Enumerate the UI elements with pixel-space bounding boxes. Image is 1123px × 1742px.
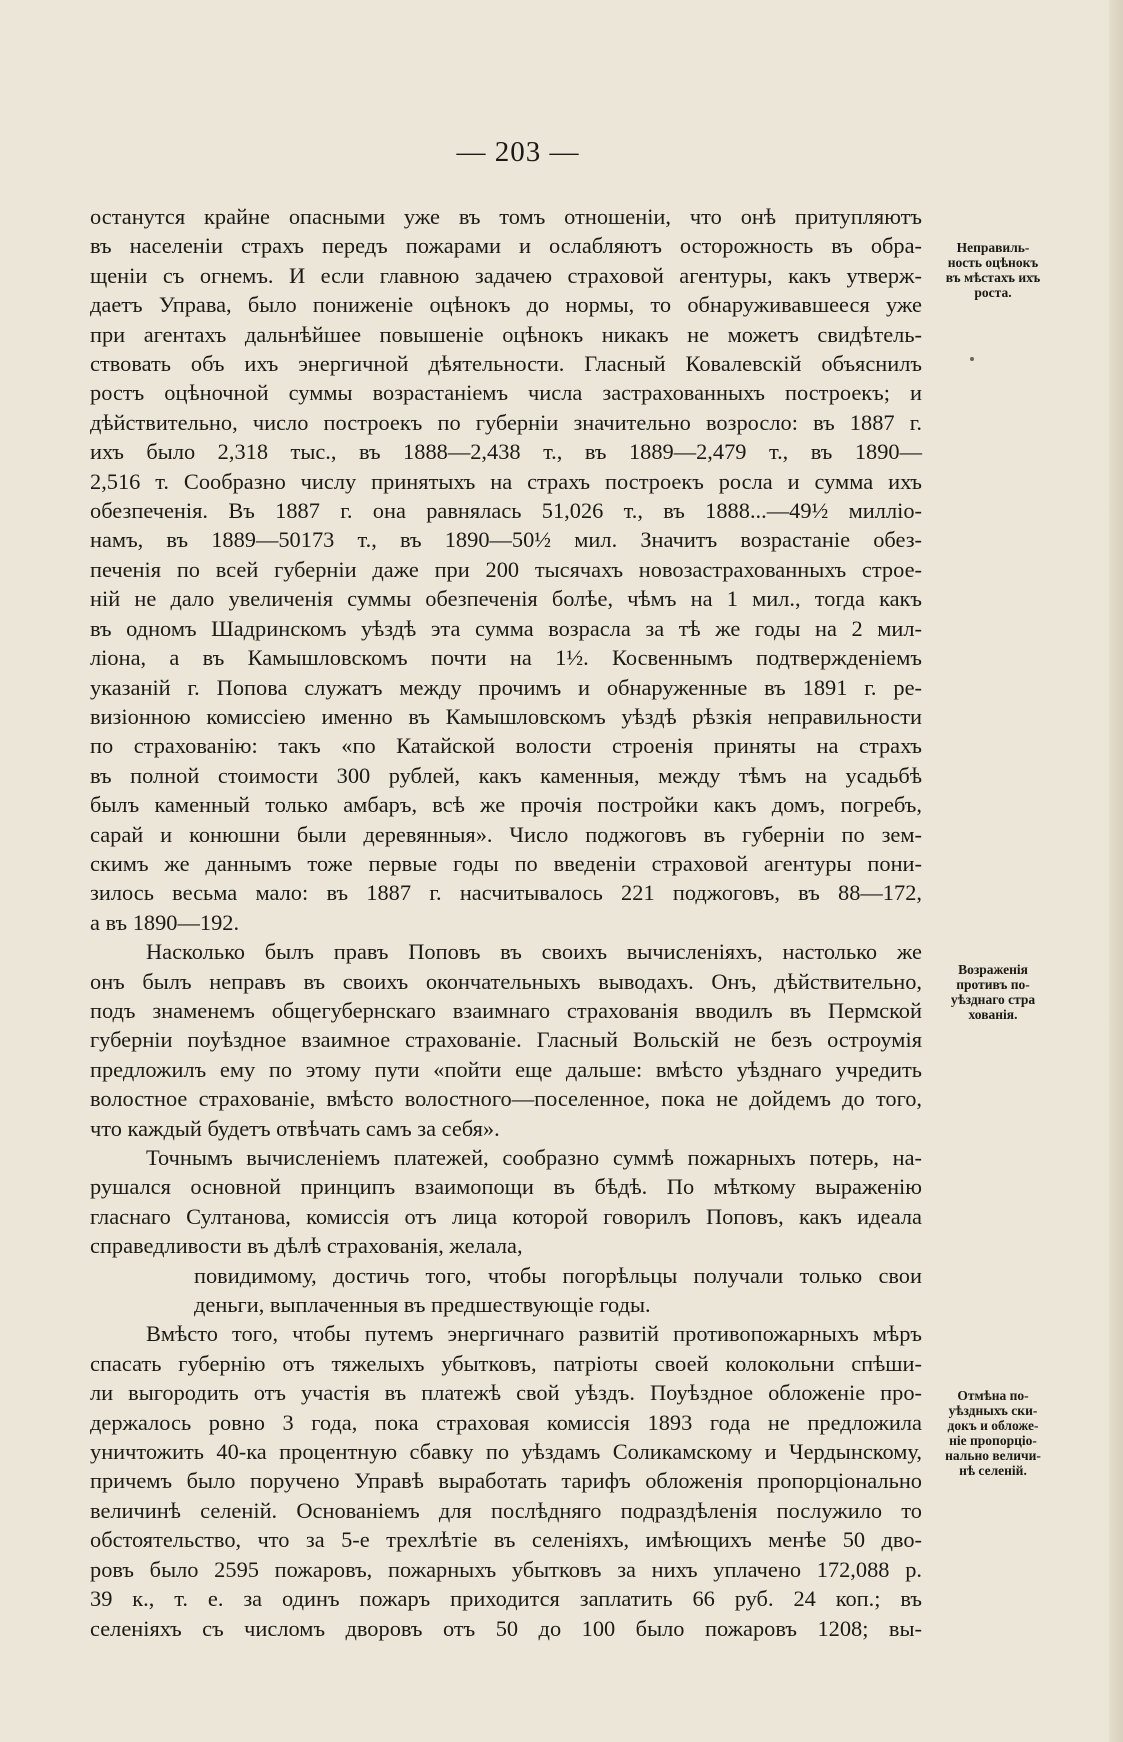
text-line: сарай и конюшни были деревянныя». Число поджоговъ въ губерніи по зем- (90, 821, 922, 847)
quote-line: повидимому, достичь того, чтобы погорѣльцы получали только свои (194, 1262, 922, 1288)
text-line: губерніи поуѣздное взаимное страхованіе. Гласный Вольскій не безъ остроумія (90, 1027, 922, 1053)
text-line: печенія по всей губерніи даже при 200 тысячахъ новозастрахованныхъ строе- (90, 556, 922, 582)
text-line: ліона, а въ Камышловскомъ почти на 1½. Косвеннымъ подтвержденіемъ (90, 645, 922, 671)
text-line: былъ каменный только амбаръ, всѣ же прочія постройки какъ домъ, погребъ, (90, 792, 922, 818)
margin-note-valuation: Неправиль- ность оцѣнокъ въ мѣстахъ ихъ роста. (945, 240, 1041, 300)
text-line: что каждый будетъ отвѣчать самъ за себя». (90, 1115, 500, 1141)
text-line: намъ, въ 1889—50173 т., въ 1890—50½ мил. Значитъ возрастаніе обез- (90, 527, 922, 553)
text-line: предложилъ ему по этому пути «пойти еще дальше: вмѣсто уѣзднаго учредить (90, 1056, 922, 1082)
text-line: рушался основной принципъ взаимопощи въ бѣдѣ. По мѣткому выраженію (90, 1174, 922, 1200)
text-line: даетъ Управа, было пониженіе оцѣнокъ до нормы, то обнаруживавшееся уже (90, 292, 922, 318)
text-line: 2,516 т. Сообразно числу принятыхъ на страхъ построекъ росла и сумма ихъ (90, 468, 922, 494)
text-line: подъ знаменемъ общегубернскаго взаимнаго страхованія вводилъ въ Пермской (90, 997, 922, 1023)
text-line: гласнаго Султанова, комиссія отъ лица которой говорилъ Поповъ, какъ идеала (90, 1203, 922, 1229)
text-line: зилось весьма мало: въ 1887 г. насчитывалось 221 поджоговъ, въ 88—172, (90, 880, 922, 906)
text-line: при агентахъ дальнѣйшее повышеніе оцѣнокъ никакъ не можетъ свидѣтель- (90, 321, 922, 347)
text-line: причемъ было поручено Управѣ выработать тарифъ обложенія пропорціонально (90, 1468, 922, 1494)
text-line: останутся крайне опасными уже въ томъ отношеніи, что онѣ притупляютъ (90, 204, 922, 229)
margin-note-abolition: Отмѣна по- уѣздныхъ ски- докъ и обложе- ніе пропорціо- нально величи- нѣ селеній. (945, 1388, 1041, 1478)
text-line: волостное страхованіе, вмѣсто волостного—поселенное, пока не дойдемъ до того, (90, 1086, 922, 1112)
margin-note-objections: Возраженія противъ по- уѣзднаго стра хованія. (950, 962, 1036, 1022)
text-line: 39 к., т. е. за одинъ пожаръ приходится заплатить 66 руб. 24 коп.; въ (90, 1586, 922, 1612)
text-line: ли выгородить отъ участія въ платежѣ свой уѣздъ. Поуѣздное обложеніе про- (90, 1380, 922, 1406)
text-line: величинѣ селеній. Основаніемъ для послѣдняго подраздѣленія послужило то (90, 1497, 922, 1523)
text-line: справедливости въ дѣлѣ страхованія, желала, (90, 1233, 523, 1259)
text-line: спасать губернію отъ тяжелыхъ убытковъ, патріоты своей колокольни спѣши- (90, 1350, 922, 1376)
text-line: ствовать объ ихъ энергичной дѣятельности. Гласный Ковалевскій объяснилъ (90, 351, 922, 377)
text-line: ростъ оцѣночной суммы возрастаніемъ числа застрахованныхъ построекъ; и (90, 380, 922, 406)
text-line: визіонною комиссіею именно въ Камышловскомъ уѣздѣ рѣзкія неправильности (90, 703, 922, 729)
text-line: ихъ было 2,318 тыс., въ 1888—2,438 т., въ 1889—2,479 т., въ 1890— (90, 439, 922, 465)
text-line: по страхованію: такъ «по Катайской волости строенія приняты на страхъ (90, 733, 922, 759)
text-line: селеніяхъ съ числомъ дворовъ отъ 50 до 100 было пожаровъ 1208; вы- (90, 1615, 922, 1641)
body-text (90, 202, 922, 1643)
text-line: дѣйствительно, число построекъ по губерніи значительно возросло: въ 1887 г. (90, 409, 922, 435)
text-line: держалось ровно 3 года, пока страховая комиссія 1893 года не предложила (90, 1409, 922, 1435)
text-line: въ населеніи страхъ передъ пожарами и ослабляютъ осторожность въ обра- (90, 233, 922, 259)
text-line: ній не дало увеличенія суммы обезпеченія болѣе, чѣмъ на 1 мил., тогда какъ (90, 586, 922, 612)
text-line: обстоятельство, что за 5-е трехлѣтіе въ селеніяхъ, имѣющихъ менѣе 50 дво- (90, 1527, 922, 1553)
text-line: а въ 1890—192. (90, 909, 240, 935)
text-line: Насколько былъ правъ Поповъ въ своихъ вычисленіяхъ, настолько же (146, 939, 922, 965)
text-line: въ одномъ Шадринскомъ уѣздѣ эта сумма возрасла за тѣ же годы на 2 мил- (90, 615, 922, 641)
text-line: онъ былъ неправъ въ своихъ окончательныхъ выводахъ. Онъ, дѣйствительно, (90, 968, 922, 994)
text-line: Точнымъ вычисленіемъ платежей, сообразно суммѣ пожарныхъ потерь, на- (146, 1145, 922, 1170)
text-line: Вмѣсто того, чтобы путемъ энергичнаго развитій противопожарныхъ мѣръ (146, 1321, 922, 1347)
text-line: щеніи съ огнемъ. И если главною задачею страховой агентуры, какъ утверж- (90, 262, 922, 288)
text-line: скимъ же даннымъ тоже первые годы по введеніи страховой агентуры пони- (90, 850, 922, 876)
margin-mark (970, 357, 974, 361)
quote-line: деньги, выплаченныя въ предшествующіе годы. (194, 1292, 651, 1318)
page-number: — 203 — (456, 136, 580, 168)
text-line: обезпеченія. Въ 1887 г. она равнялась 51,026 т., въ 1888...—49½ милліо- (90, 498, 922, 524)
text-line: въ полной стоимости 300 рублей, какъ каменныя, между тѣмъ на усадьбѣ (90, 762, 922, 788)
text-line: указаній г. Попова служатъ между прочимъ и обнаруженные въ 1891 г. ре- (90, 674, 922, 700)
page-edge (1109, 0, 1123, 1742)
text-line: уничтожить 40-ка процентную сбавку по уѣздамъ Соликамскому и Чердынскому, (90, 1439, 922, 1465)
text-line: ровъ было 2595 пожаровъ, пожарныхъ убытковъ за нихъ уплачено 172,088 р. (90, 1556, 922, 1582)
